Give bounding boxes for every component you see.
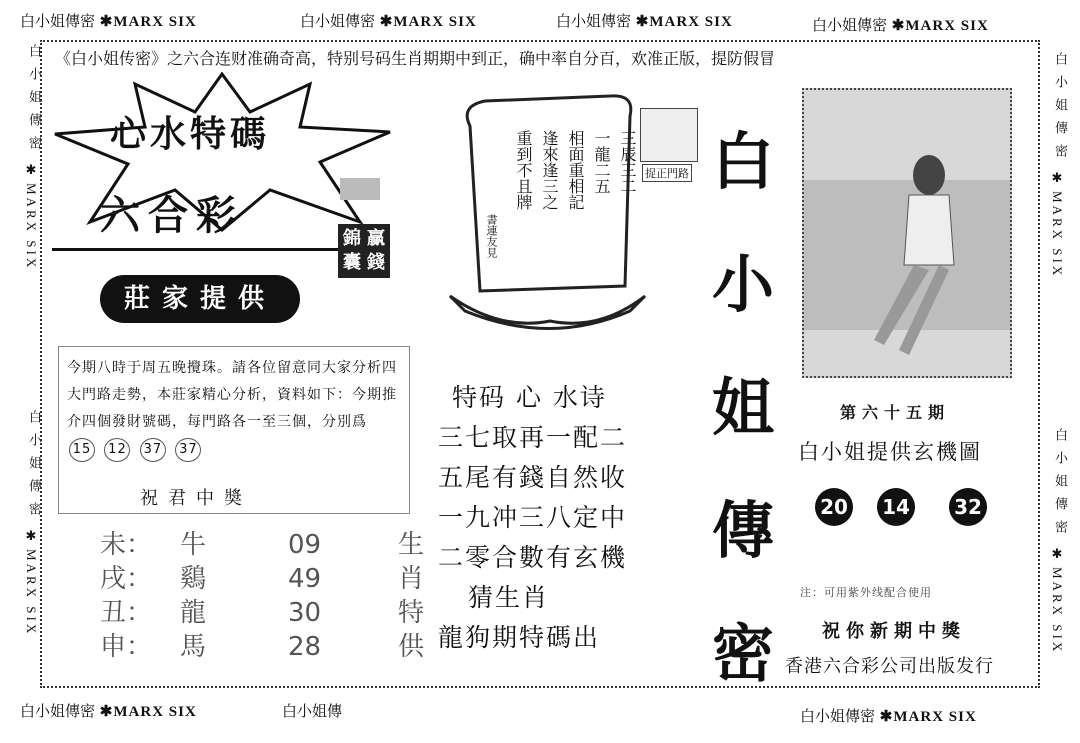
model-photo — [802, 88, 1012, 378]
strip-text-cn: 白小姐傳 — [282, 702, 343, 720]
poem-line: 一九冲三八定中 — [438, 503, 628, 532]
strip-text-en: ✱MARX SIX — [99, 704, 197, 720]
branch: 申： — [100, 632, 153, 662]
number: 30 — [288, 598, 322, 628]
scroll-line: 重到不且牌 — [514, 130, 533, 210]
top-strip-4 — [812, 14, 989, 35]
blessing: 祝君中奬 — [140, 488, 252, 509]
strip-text-en: ✱MARX SIX — [879, 709, 977, 725]
poem-answer: 龍狗期特碼出 — [438, 623, 601, 652]
animal: 鷄 — [180, 564, 207, 594]
guess-label: 猜生肖 — [468, 583, 550, 612]
side-cn: 白小姐傳密 — [1052, 52, 1067, 167]
star-icon: ✱ — [25, 163, 37, 178]
table-row — [100, 528, 438, 562]
title-char: 白 — [711, 125, 774, 198]
number-ball: 32 — [949, 488, 987, 526]
scroll-line: 三辰三二 — [618, 130, 637, 194]
title-char: 密 — [711, 617, 774, 690]
tag-jinnang: 錦囊 — [338, 224, 366, 278]
tag-yingqian: 贏錢 — [362, 224, 390, 278]
notice-text — [67, 355, 401, 463]
top-strip-3 — [556, 10, 733, 31]
stamp-label: 捉正門路 — [642, 164, 692, 182]
strip-text-cn: 白小姐傳密 — [20, 12, 96, 30]
star-icon: ✱ — [1051, 171, 1063, 186]
number: 28 — [288, 632, 322, 662]
number-ball: 15 — [69, 438, 95, 462]
scroll-line: 相面重相記 — [566, 130, 585, 210]
poem-block — [438, 378, 627, 658]
strip-text-en: ✱MARX SIX — [99, 14, 197, 30]
side-en: MARX SIX — [24, 183, 39, 271]
table-row — [100, 562, 438, 596]
number-ball: 37 — [175, 438, 201, 462]
animal: 牛 — [180, 530, 207, 560]
wish-text: 祝你新期中獎 — [822, 621, 966, 642]
number: 49 — [288, 564, 322, 594]
left-side-text — [22, 44, 40, 270]
strip-text-cn: 白小姐傳密 — [812, 16, 888, 34]
star-icon: ✱ — [25, 529, 37, 544]
number: 09 — [288, 530, 322, 560]
stamp-box — [640, 108, 698, 162]
number-ball: 37 — [140, 438, 166, 462]
side-en: MARX SIX — [1050, 567, 1065, 655]
strip-text-cn: 白小姐傳密 — [20, 702, 96, 720]
side-char: 特 — [398, 598, 425, 628]
side-char: 肖 — [398, 564, 425, 594]
bottom-strip-3 — [800, 705, 977, 726]
model-silhouette — [804, 90, 1010, 376]
strip-text-en: ✱MARX SIX — [635, 14, 733, 30]
strip-text-cn: 白小姐傳密 — [800, 707, 876, 725]
poem-line: 五尾有錢自然收 — [438, 463, 628, 492]
scroll-side-text: 書連友見 — [485, 214, 498, 258]
issue-number: 第六十五期 — [840, 403, 951, 422]
strip-text-en: ✱MARX SIX — [379, 14, 477, 30]
right-side-text — [1048, 52, 1066, 278]
title-char: 傳 — [711, 494, 774, 567]
strip-text-en: ✱MARX SIX — [891, 18, 989, 34]
provider-badge: 莊家提供 — [100, 275, 300, 323]
badge-title: 心水特碼 — [110, 113, 271, 155]
strip-text-cn: 白小姐傳密 — [556, 12, 632, 30]
title-char: 小 — [711, 248, 774, 321]
animal: 龍 — [180, 598, 207, 628]
notice-body: 今期八時于周五晚攪珠。請各位留意同大家分析四大門路走勢，本莊家精心分析，資料如下：今期推介四個發財號碼，每門路各一至三個，分別爲 — [67, 360, 397, 430]
side-cn: 白小姐傳密 — [26, 44, 41, 159]
bottom-strip — [20, 700, 197, 721]
table-row — [100, 630, 438, 664]
scroll-line: 逢來逢三之 — [540, 130, 559, 210]
zodiac-table — [100, 528, 438, 664]
bottom-strip-2 — [282, 700, 342, 721]
table-row — [100, 596, 438, 630]
poem-heading: 特码 心 水诗 — [452, 383, 607, 412]
top-strip — [20, 10, 197, 31]
intro-line: 《白小姐传密》之六合连财准确奇高，特别号码生肖期期中到正，确中率自分百，欢准正版，提防假冒 — [55, 49, 776, 68]
side-char: 供 — [398, 632, 425, 662]
side-cn: 白小姐傳密 — [26, 410, 41, 525]
star-icon: ✱ — [1051, 547, 1063, 562]
lottery-name: 六合彩 — [100, 192, 244, 239]
number-ball: 12 — [104, 438, 130, 462]
subtitle: 白小姐提供玄機圖 — [798, 440, 982, 464]
poem-line: 二零合數有玄機 — [438, 543, 628, 572]
top-strip-2 — [300, 10, 477, 31]
title-char: 姐 — [711, 371, 774, 444]
publisher: 香港六合彩公司出版发行 — [785, 656, 994, 677]
divider — [52, 248, 342, 251]
usage-note: 注：可用紫外线配合使用 — [800, 586, 932, 599]
decor-image — [340, 178, 380, 200]
branch: 丑： — [100, 598, 153, 628]
number-ball: 14 — [877, 488, 915, 526]
side-cn: 白小姐傳密 — [1052, 428, 1067, 543]
side-en: MARX SIX — [24, 549, 39, 637]
branch: 戌： — [100, 564, 153, 594]
big-title — [698, 100, 788, 715]
animal: 馬 — [180, 632, 207, 662]
side-en: MARX SIX — [1050, 191, 1065, 279]
poem-line: 三七取再一配二 — [438, 423, 628, 452]
branch: 未： — [100, 530, 153, 560]
strip-text-cn: 白小姐傳密 — [300, 12, 376, 30]
scroll-line: 一龍二五 — [592, 130, 611, 194]
number-ball: 20 — [815, 488, 853, 526]
left-side-text-2 — [22, 410, 40, 636]
side-char: 生 — [398, 530, 425, 560]
scroll-text — [510, 130, 640, 270]
right-side-text-2 — [1048, 428, 1066, 654]
